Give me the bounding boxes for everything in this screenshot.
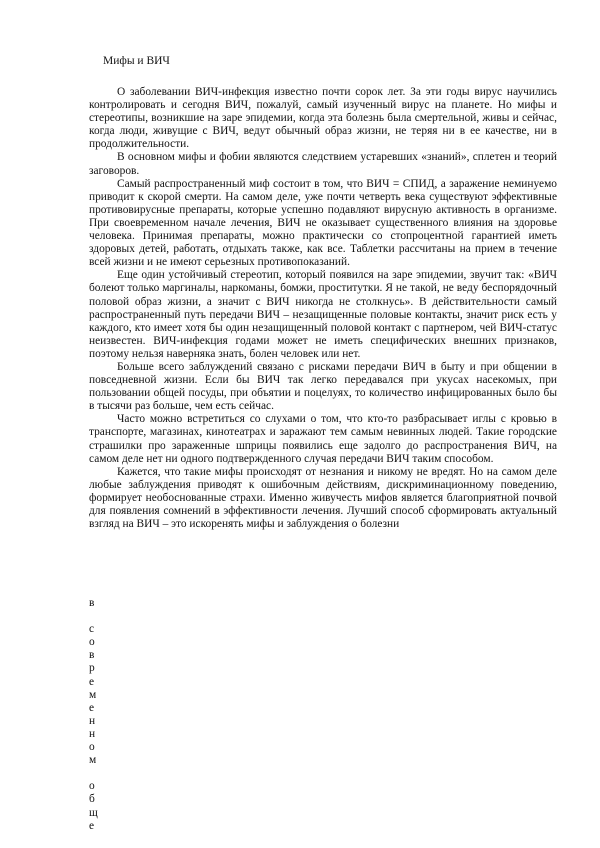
document-body — [89, 86, 557, 531]
vertical-letter: в — [89, 597, 95, 609]
vertical-letter: н — [89, 727, 96, 740]
vertical-letter: м — [89, 688, 97, 701]
vertical-letter: о — [89, 741, 95, 754]
document-title: Мифы и ВИЧ — [103, 55, 170, 67]
vertical-letter: о — [89, 636, 95, 649]
vertical-text-column — [89, 597, 109, 833]
vertical-letter: н — [89, 714, 96, 727]
vertical-letter: е — [89, 819, 95, 832]
paragraph-6: Часто можно встретиться со слухами о том, что кто-то разбрасывает иглы с кровью в транспорте, магазинах, кинотеатрах и заражают тем самым невинных людей. Такие городские страшилки про зараженные шприцы появились еще задолго до распространения ВИЧ, на самом деле нет ни одного подтвержденного случая передачи ВИЧ таким способом. — [89, 413, 557, 465]
vertical-letter: б — [89, 793, 95, 806]
vertical-letter: е — [89, 675, 95, 688]
paragraph-4: Еще один устойчивый стереотип, который появился на заре эпидемии, звучит так: «ВИЧ болеют только маргиналы, наркоманы, бомжи, проститутки. Я не такой, не веду беспорядочный половой образ жизни, а значит с ВИЧ никогда не столкнусь». В действительности самый распространенный путь передачи ВИЧ – незащищенные половые контакты, значит риск есть у каждого, кто имеет хотя бы один незащищенный половой контакт с партнером, чей ВИЧ-статус неизвестен. ВИЧ-инфекция годами может не иметь специфических внешних признаков, поэтому нельзя наверняка знать, болен человек или нет. — [89, 269, 557, 360]
vertical-gap — [89, 767, 109, 780]
paragraph-1: О заболевании ВИЧ-инфекция известно почти сорок лет. За эти годы вирус научились контролировать и сегодня ВИЧ, пожалуй, самый изученный вирус на планете. Но мифы и стереотипы, возникшие на заре эпидемии, когда эта болезнь была смертельной, живы и сейчас, когда люди, живущие с ВИЧ, ведут обычный образ жизни, не теряя ни в ее качестве, ни в продолжительности. — [89, 86, 557, 151]
vertical-letter: с — [89, 623, 95, 636]
vertical-letter: е — [89, 701, 95, 714]
paragraph-5: Больше всего заблуждений связано с рисками передачи ВИЧ в быту и при общении в повседневной жизни. Если бы ВИЧ так легко передавался при укусах насекомых, при пользовании общей посуды, при объятии и поцелуях, то количество инфицированных было бы в тысячи раз больше, чем есть сейчас. — [89, 360, 557, 413]
vertical-letter: м — [89, 754, 97, 767]
paragraph-3: Самый распространенный миф состоит в том, что ВИЧ = СПИД, а заражение неминуемо приводит к скорой смерти. На самом деле, уже почти четверть века существуют эффективные противовирусные препараты, которые успешно подавляют вирусную активность в организме. При своевременном начале лечения, ВИЧ не оказывает существенного влияния на здоровье человека. Принимая препараты, можно практически со стопроцентной гарантией иметь здоровых детей, работать, отдыхать также, как все. Таблетки рассчитаны на прием в течение всей жизни и не имеют серьезных противопоказаний. — [89, 177, 557, 269]
vertical-letter: в — [89, 649, 95, 662]
vertical-letter: о — [89, 780, 95, 793]
paragraph-7: Кажется, что такие мифы происходят от незнания и никому не вредят. Но на самом деле любые заблуждения приводят к ошибочным действиям, дискриминационному поведению, формирует необоснованные страхи. Именно живучесть мифов является благоприятной почвой для появления сомнений в эффективности лечения. Лучший способ сформировать актуальный взгляд на ВИЧ – это искоренять мифы и заблуждения о болезни — [89, 465, 557, 531]
vertical-letter: р — [89, 662, 95, 675]
vertical-letter: щ — [89, 806, 98, 819]
vertical-gap — [89, 610, 109, 623]
paragraph-2: В основном мифы и фобии являются следствием устаревших «знаний», сплетен и теорий заговоров. — [89, 151, 557, 177]
